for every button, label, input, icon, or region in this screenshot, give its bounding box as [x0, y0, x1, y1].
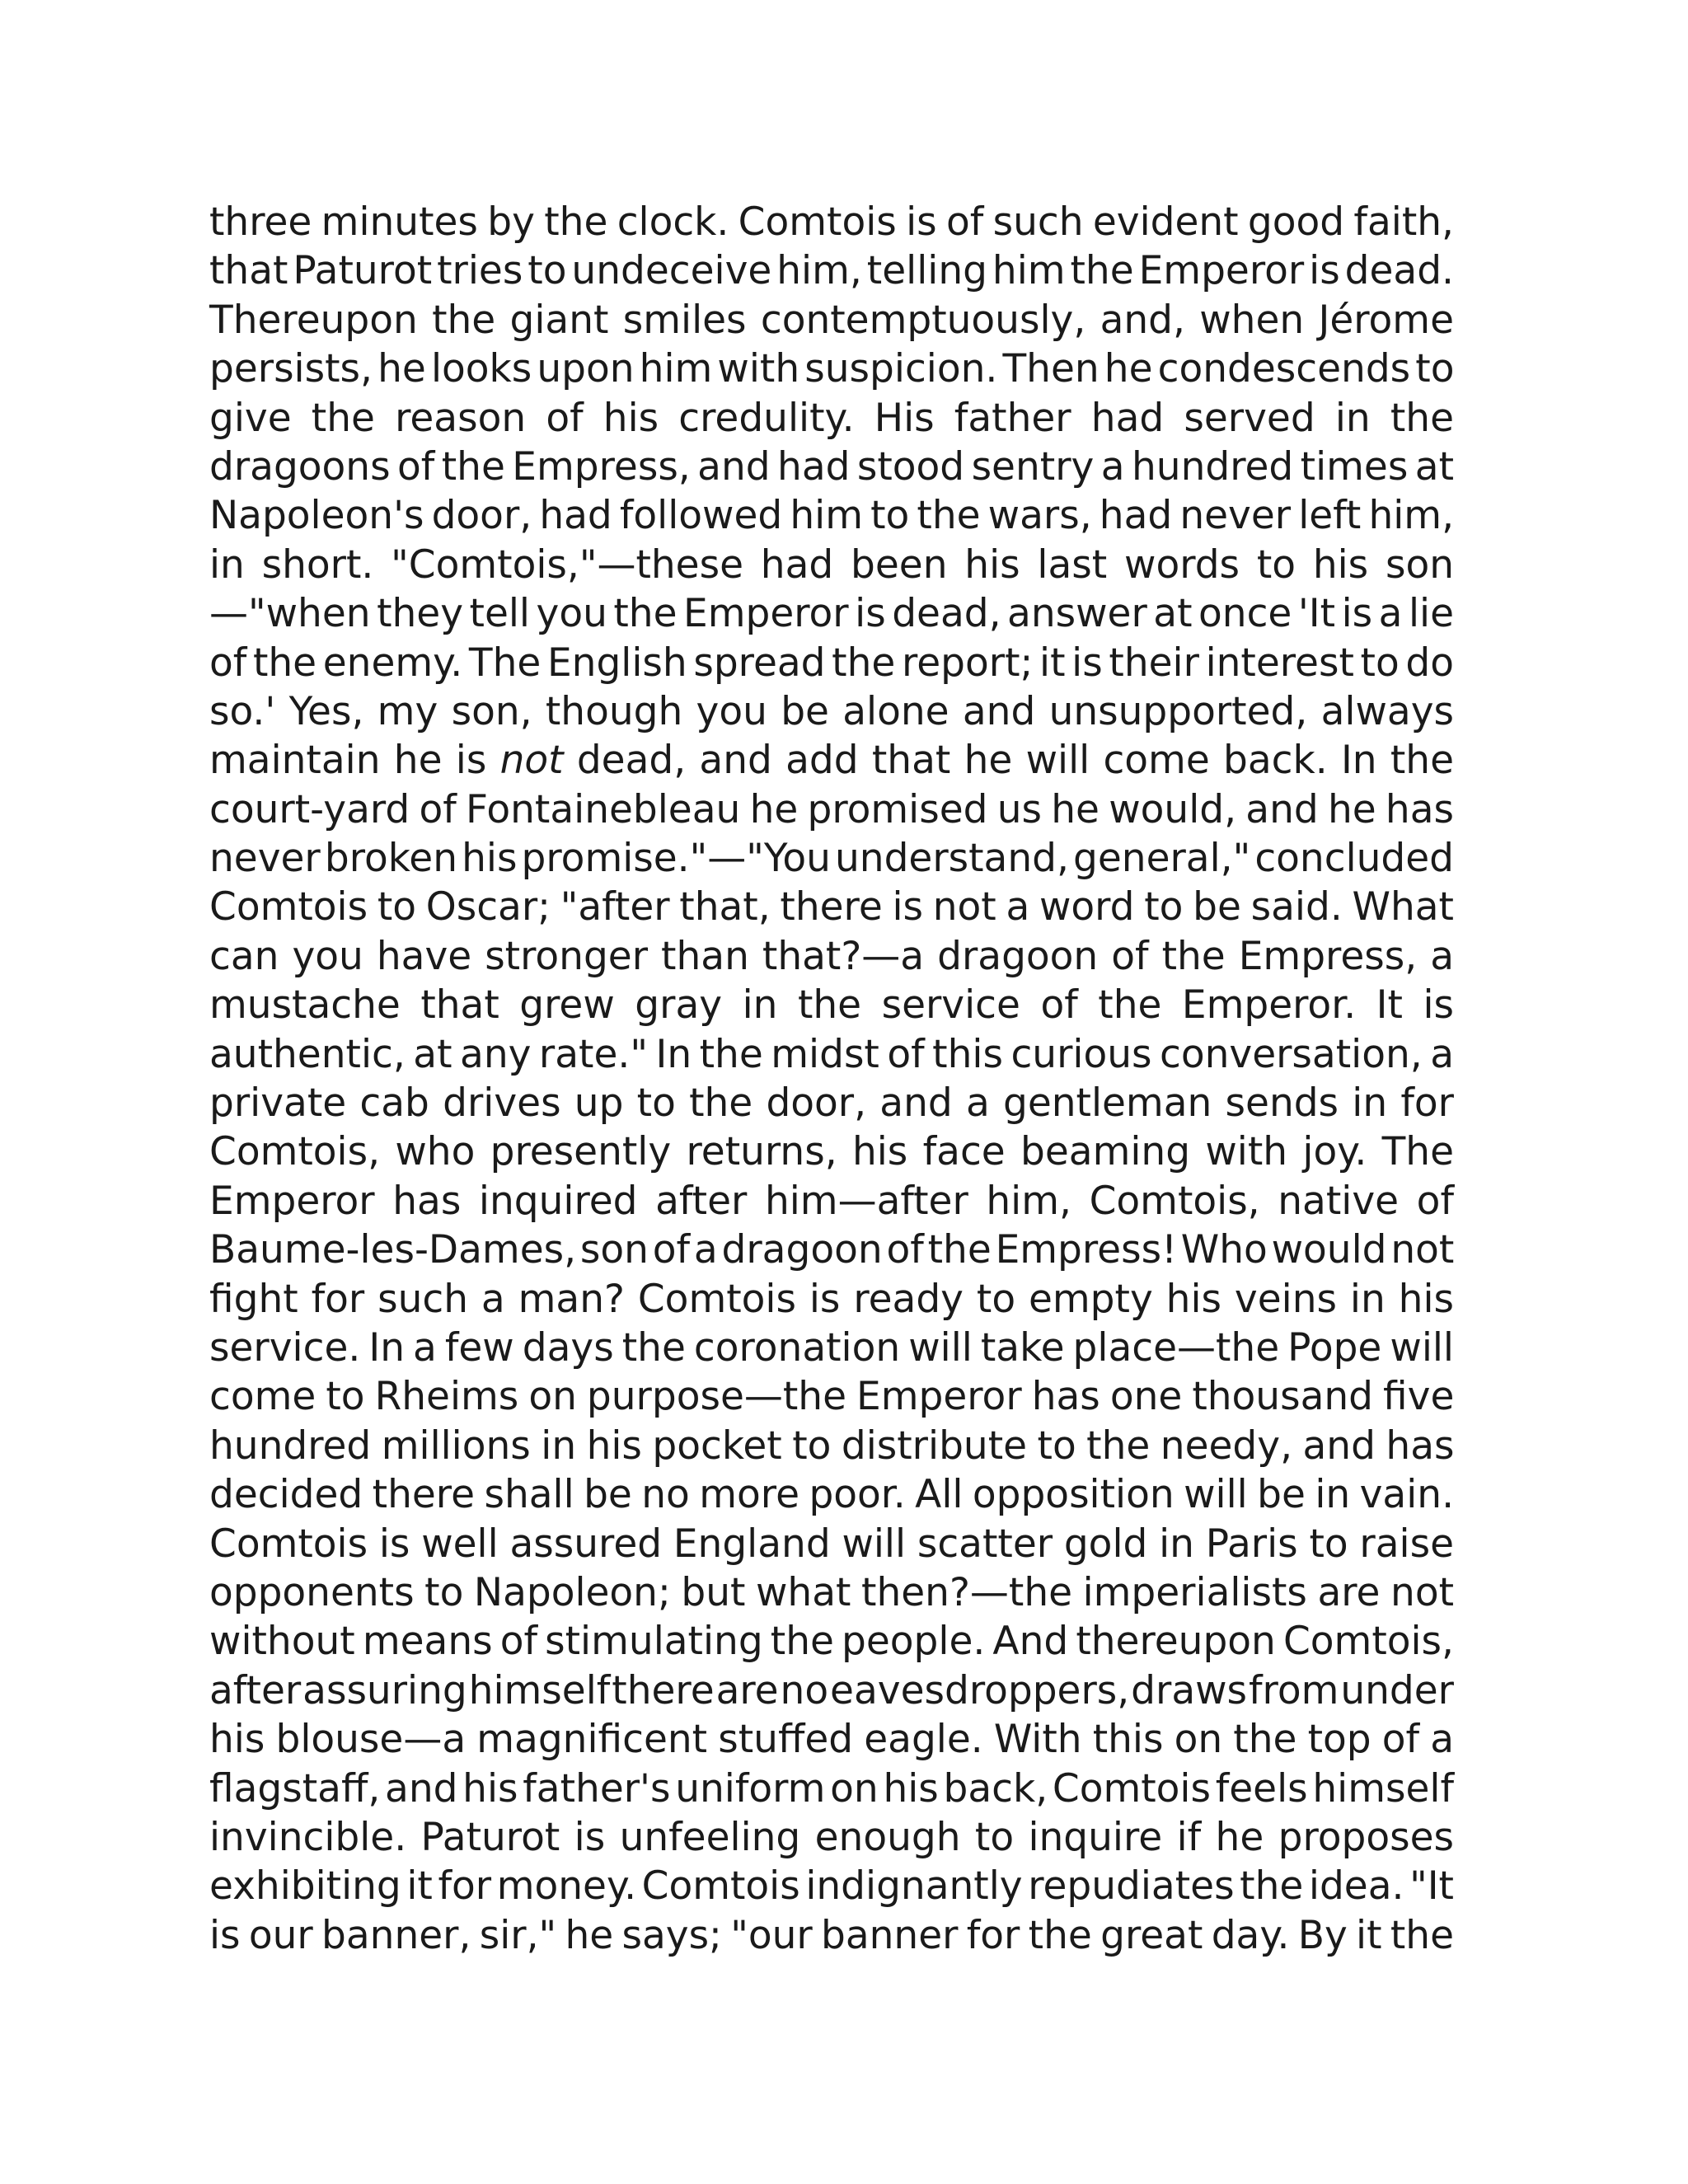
text-line: private cab drives up to the door, and a gentleman sends in for — [209, 1080, 1454, 1127]
text-line: hundred millions in his pocket to distribute to the needy, and has — [209, 1422, 1455, 1469]
text-line: —"when they tell you the Emperor is dead, answer at once 'It is a lie — [209, 591, 1454, 637]
text-line: come to Rheims on purpose—the Emperor has one thousand five — [209, 1374, 1455, 1420]
text-line: can you have stronger than that?—a dragoon of the Empress, a — [209, 933, 1454, 979]
text-line: so.' Yes, my son, though you be alone and unsupported, always — [209, 688, 1454, 734]
text-line: three minutes by the clock. Comtois is of such evident good faith, — [209, 199, 1454, 245]
emphasis-word: not — [499, 738, 564, 784]
text-line: after assuring himself there are no eavesdroppers, draws from under — [209, 1667, 1454, 1713]
text-line: invincible. Paturot is unfeeling enough to inquire if he proposes — [209, 1814, 1454, 1860]
text-line: exhibiting it for money. Comtois indignantly repudiates the idea. "It — [209, 1863, 1454, 1910]
text-line: Napoleon's door, had followed him to the wars, had never left him, — [209, 493, 1455, 539]
text-line: dragoons of the Empress, and had stood sentry a hundred times at — [209, 443, 1454, 490]
text-line: Baume-les-Dames, son of a dragoon of the Empress! Who would not — [209, 1227, 1455, 1273]
text-line: court-yard of Fontainebleau he promised us he would, and he has — [209, 786, 1454, 832]
text-line: is our banner, sir," he says; "our banner for the great day. By it the — [209, 1912, 1454, 1958]
text-line: never broken his promise."—"You understand, general," concluded — [209, 836, 1454, 882]
text-line: Emperor has inquired after him—after him, Comtois, native of — [209, 1178, 1454, 1224]
text-line: decided there shall be no more poor. All opposition will be in vain. — [209, 1472, 1455, 1518]
text-line: mustache that grew gray in the service of the Emperor. It is — [209, 982, 1454, 1029]
text-line: flagstaff, and his father's uniform on his back, Comtois feels himself — [209, 1765, 1455, 1811]
text-line: fight for such a man? Comtois is ready to empty his veins in his — [209, 1276, 1454, 1322]
text-line: Comtois is well assured England will scatter gold in Paris to raise — [209, 1521, 1454, 1567]
text-line: persists, he looks upon him with suspicion. Then he condescends to — [209, 346, 1455, 392]
text-line: Thereupon the giant smiles contemptuously, and, when Jérome — [209, 297, 1454, 343]
text-line: in short. "Comtois,"—these had been his last words to his son — [209, 541, 1454, 588]
text-line-with-emphasis: maintain he is not dead, and add that he will come back. In the — [209, 738, 1454, 784]
body-text — [209, 198, 1454, 1960]
text-line: give the reason of his credulity. His father had served in the — [209, 395, 1454, 441]
text-line: Comtois to Oscar; "after that, there is not a word to be said. What — [209, 884, 1454, 930]
text-line: Comtois, who presently returns, his face beaming with joy. The — [209, 1129, 1454, 1175]
text-line: without means of stimulating the people. And thereupon Comtois, — [209, 1619, 1454, 1665]
text-line: that Paturot tries to undeceive him, telling him the Emperor is dead. — [209, 248, 1454, 294]
text-line: authentic, at any rate." In the midst of this curious conversation, a — [209, 1031, 1454, 1077]
text-line: opponents to Napoleon; but what then?—the imperialists are not — [209, 1569, 1454, 1615]
text-line: his blouse—a magnificent stuffed eagle. With this on the top of a — [209, 1717, 1454, 1763]
text-line: service. In a few days the coronation will take place—the Pope will — [209, 1324, 1454, 1371]
text-line: of the enemy. The English spread the report; it is their interest to do — [209, 640, 1454, 686]
